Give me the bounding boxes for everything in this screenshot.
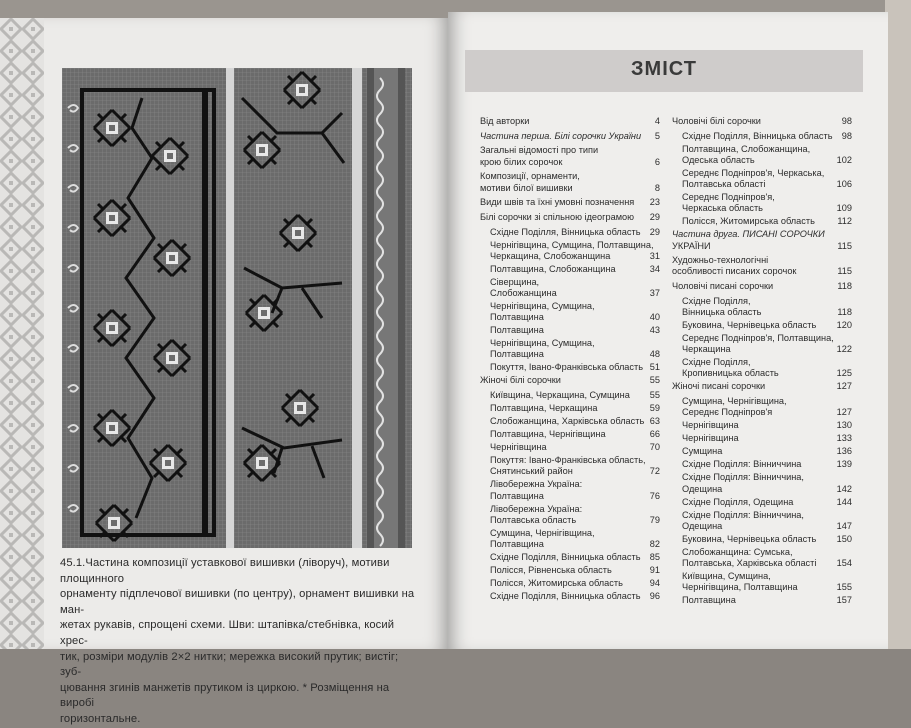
toc-entry [480,578,660,589]
toc-entry-page: 94 [649,577,660,588]
toc-entry-title-cont: Полтавщина [490,312,544,323]
toc-entry-title: Полісся, Житомирська область [490,577,623,588]
toc-entry-page: 136 [836,446,852,457]
toc-entry [672,433,852,444]
toc-entry [672,296,852,318]
toc-entry-title-cont: Полтавщина [490,490,544,501]
toc-entry [672,116,852,127]
caption-line: жетах рукавів, спрощені схеми. Шви: штапівка/стебнівка, косий хрес- [60,619,395,647]
toc-entry-title: Чернігівщина, Сумщина, Полтавщина, [490,239,654,250]
toc-entry-page: 127 [836,407,852,418]
toc-entry [480,416,660,427]
toc-entry-page: 79 [649,514,660,525]
toc-entry [480,528,660,550]
toc-entry [672,571,852,593]
figure-caption [60,556,420,728]
toc-entry-title-cont: Одеська область [682,154,755,165]
toc-entry-page: 127 [836,381,852,392]
toc-entry [480,197,660,208]
toc-entry-title-cont: крою білих сорочок [480,156,563,167]
left-ornament-border [0,18,44,649]
toc-entry-page: 115 [837,240,852,251]
toc-entry [480,277,660,299]
toc-entry-title-cont: Одещина [682,520,723,531]
toc-entry-page: 98 [841,116,852,126]
toc-entry [672,192,852,214]
toc-entry-title-cont: Полтавщина [490,349,544,360]
toc-entry-page: 40 [649,312,660,323]
toc-entry-title: Жіночі білі сорочки [480,375,561,386]
toc-entry-title: Полтавщина, Чернігівщина [490,429,606,440]
toc-entry-page: 55 [649,390,660,401]
toc-entry-title: Полтавщина, Слобожанщина, [682,143,811,154]
caption-line: орнаменту підплечової вишивки (по центру), орнамент вишивки на ман- [60,588,415,616]
toc-entry-title-cont: особливості писаних сорочок [672,266,797,277]
caption-line: тик, розміри модулів 2×2 нитки; мережка високий прутик; вистіг; зуб- [60,650,399,679]
toc-entry [480,479,660,501]
toc-entry-page: 142 [836,483,852,494]
toc-entry-page: 120 [836,320,852,330]
toc-entry-page: 4 [654,116,660,126]
toc-entry [480,338,660,360]
toc-entry-title-cont: Кропивницька область [682,368,779,379]
toc-entry-title: Буковина, Чернівецька область [682,533,817,544]
toc-entry-title: Чернігівщина, Сумщина, [490,301,595,311]
toc-entry [480,131,660,142]
toc-entry-title: Східне Поділля, [682,295,751,306]
toc-entry-page: 82 [649,538,660,549]
toc-entry-title-cont: Слобожанщина [490,288,557,298]
embroidery-scheme [62,68,412,548]
toc-entry-title-cont: Снятинський район [490,466,573,477]
toc-entry-page: 109 [836,203,852,214]
toc-entry-title: Східне Поділля: Вінниччина, [682,509,804,520]
toc-entry-title: Східне Поділля, Вінницька область [490,226,641,237]
toc-entry [672,216,852,227]
toc-entry-page: 106 [836,179,852,190]
toc-entry [672,381,852,392]
toc-entry-page: 115 [837,266,852,277]
toc-entry [480,240,660,262]
toc-entry-title-cont: Полтавська, Харківська області [682,557,817,568]
toc-entry [672,144,852,166]
toc-entry-title: Східне Поділля, Вінницька область [490,590,641,601]
toc-entry-title: Середнє Подніпров'я, [682,192,775,203]
toc-entry [672,446,852,457]
toc-entry-page: 157 [836,595,852,606]
toc-entry-page: 55 [649,375,660,386]
toc-entry-title: Чернігівщина, Сумщина, [490,338,595,349]
toc-entry [672,595,852,606]
toc-entry-title: Буковина, Чернівецька область [682,320,817,330]
toc-entry-page: 133 [836,433,852,444]
toc-entry-page: 23 [649,197,660,208]
toc-entry-page: 122 [836,344,852,355]
toc-entry-title: Чернігівщина [490,442,547,453]
toc-entry-title: Східне Поділля: Вінниччина, [682,472,804,483]
toc-entry [672,547,852,569]
toc-entry [480,442,660,453]
caption-number: 45.1. [60,557,86,569]
toc-entry-title-cont: Чернігівщина, Полтавщина [682,582,798,593]
toc-entry-page: 72 [649,466,660,477]
toc-entry-title-cont: Полтавщина [490,538,544,549]
toc-entry-page: 147 [836,520,852,531]
toc-entry-title: Полісся, Житомирська область [682,216,815,227]
caption-line: цювання згинів манжетів прутиком із циркою. * Розміщення на виробі [60,681,390,710]
toc-entry-page: 29 [649,226,660,237]
toc-entry [672,281,852,292]
toc-entry [480,565,660,576]
toc-entry [480,375,660,386]
toc-entry-title: Чернігівщина [682,420,739,431]
toc-entry-title: Східне Поділля, Одещина [682,496,794,507]
toc-entry [672,131,852,142]
toc-entry-title: Загальні відомості про типи [480,145,599,156]
toc-entry-title: Покуття: Івано-Франківська область, [490,455,646,466]
toc-entry [672,396,852,418]
toc-entry-title: Слобожанщина, Харківська область [490,416,645,427]
toc-entry-page: 48 [649,349,660,360]
toc-entry-title: Київщина, Черкащина, Сумщина [490,390,630,401]
toc-entry-title: Східне Поділля, [682,357,751,368]
toc-entry-title: Сумщина [682,446,723,457]
toc-entry-title: Полтавщина [682,595,736,606]
toc-entry-title: Художньо-технологічні [672,255,769,266]
toc-entry-title: Східне Поділля, Вінницька область [490,551,641,562]
toc-entry-title: Середнє Подніпров'я, Полтавщина, [682,333,834,343]
toc-entry-page: 70 [649,442,660,453]
toc-entry-page: 139 [836,459,852,470]
toc-entry [480,116,660,127]
toc-entry-page: 125 [836,368,852,379]
toc-entry-page: 150 [836,533,852,544]
toc-entry-title: Полтавщина [490,325,544,336]
toc-entry [672,510,852,532]
toc-header-band [465,50,863,92]
toc-entry-page: 118 [837,281,852,292]
toc-entry [672,333,852,355]
toc-entry [672,472,852,494]
toc-entry [480,552,660,563]
toc-entry [480,212,660,223]
toc-entry-page: 76 [649,490,660,501]
caption-line-text: Частина композиції уставкової вишивки (ліворуч), мотиви площинного [60,557,390,585]
toc-entry [480,591,660,602]
toc-entry-title-cont: Одещина [682,483,723,494]
toc-entry [672,168,852,190]
toc-entry-page: 102 [836,154,852,165]
toc-entry-title: Сумщина, Чернігівщина, [682,396,787,407]
toc-entry [672,255,852,277]
toc-entry-title: Жіночі писані сорочки [672,381,766,392]
toc-entry-title-cont: Полтавська області [682,179,766,190]
toc-entry-title: Сіверщина, [490,276,540,287]
caption-line [60,556,420,587]
toc-entry-page: 98 [841,130,852,141]
toc-entry-title: Лівобережна Україна: [490,479,583,490]
toc-entry-title: Полтавщина, Слобожанщина [490,263,616,274]
toc-entry [672,229,852,251]
toc-title: ЗМІСТ [631,58,697,80]
toc-entry [480,145,660,167]
toc-entry-title: Частина перша. Білі сорочки України [480,130,642,141]
toc-entry-title: Київщина, Сумщина, [682,570,771,581]
toc-entry [672,357,852,379]
toc-entry [480,362,660,373]
toc-entry [672,420,852,431]
toc-entry-page: 29 [649,211,660,222]
toc-entry [480,455,660,477]
toc-entry-title: Полісся, Рівненська область [490,564,612,575]
toc-entry [672,459,852,470]
toc-entry-title: Лівобережна Україна: [490,503,583,514]
toc-entry-page: 155 [836,582,852,593]
toc-entry-title: Види швів та їхні умовні позначення [480,197,635,208]
toc-entry-title-cont: Черкащина [682,344,731,355]
toc-entry-title: Східне Поділля: Вінниччина [682,459,802,470]
toc-entry-title-cont: Черкащина, Слобожанщина [490,250,611,261]
toc-entry [480,171,660,193]
toc-entry-page: 6 [654,156,660,167]
toc-entry [672,320,852,331]
toc-entry-title-cont: Полтавська область [490,514,577,525]
toc-entry-page: 8 [654,182,660,193]
toc-entry-title: Полтавщина, Черкащина [490,403,598,414]
toc-entry-page: 144 [836,496,852,507]
toc-entry [480,504,660,526]
toc-entry [480,429,660,440]
toc-entry-title-cont: Вінницька область [682,307,762,317]
toc-entry [480,227,660,238]
toc-entry-title: Від авторки [480,116,530,126]
toc-entry-title-cont: Середнє Подніпров'я [682,407,773,418]
toc-entry-title: Чоловічі писані сорочки [672,281,774,292]
toc-entry [480,390,660,401]
toc-entry-page: 31 [649,250,660,261]
toc-entry-page: 66 [649,429,660,440]
toc-entry-title: Східне Поділля, Вінницька область [682,130,833,141]
toc-entry-title: Білі сорочки зі спільною ідеограмою [480,211,635,222]
toc-entry-page: 5 [654,130,660,141]
toc-entry-page: 91 [649,564,660,575]
caption-line: горизонтальне. [60,712,141,725]
toc-entry-page: 154 [836,557,852,568]
background-right [885,0,911,649]
toc-entry-page: 34 [649,263,660,274]
toc-entry-title: Сумщина, Чернігівщина, [490,527,595,538]
toc-entry-page: 118 [837,307,852,317]
toc-entry [480,325,660,336]
toc-entry-title: Слобожанщина: Сумська, [682,546,793,557]
toc-entry-page: 43 [649,325,660,336]
toc-entry-title: Композиції, орнаменти, [480,171,580,182]
toc-entry-title: Чоловічі білі сорочки [672,116,761,126]
toc-entry-page: 85 [649,551,660,562]
toc-entry-title: Покуття, Івано-Франківська область [490,362,644,373]
toc-entry-page: 112 [837,216,852,227]
toc-entry-title-cont: мотиви білої вишивки [480,182,573,193]
toc-entry [480,301,660,323]
toc-entry-title-cont: Черкаська область [682,203,763,214]
toc-entry-page: 96 [649,590,660,601]
toc-entry-title-cont: УКРАЇНИ [672,240,711,251]
toc-entry [480,264,660,275]
toc-entry-title: Чернігівщина [682,433,739,444]
toc-entry [672,497,852,508]
toc-entry-title: Середнє Подніпров'я, Черкаська, [682,167,825,178]
toc-entry-page: 130 [836,420,852,431]
toc-entry-page: 37 [649,288,660,298]
toc-entry-page: 51 [649,362,660,373]
toc-entry-page: 63 [649,416,660,427]
toc-entry-page: 59 [649,403,660,414]
toc-entry [480,403,660,414]
toc-entry-title: Частина друга. ПИСАНІ СОРОЧКИ [672,229,825,240]
toc-entry [672,534,852,545]
